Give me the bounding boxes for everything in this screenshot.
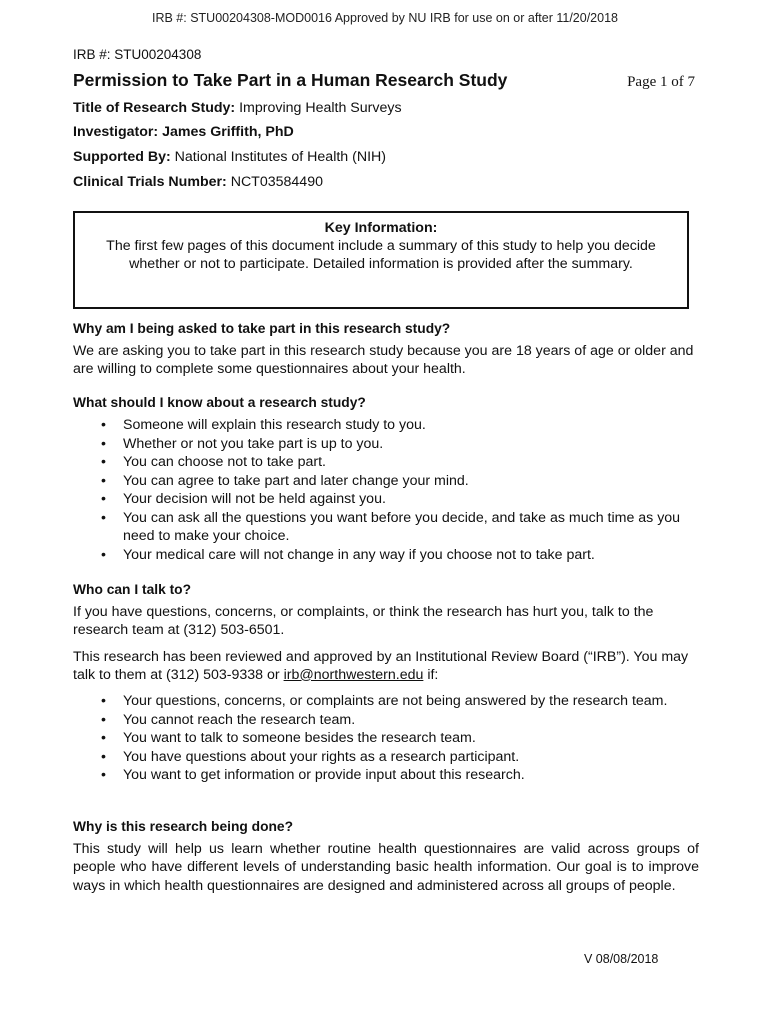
why-done-text: This study will help us learn whether routine health questionnaires are valid across groups of people who have different levels of understanding basic health information. Our goal is to improve ways in which health questionnaires are designed and administered across all groups of people. — [73, 841, 699, 894]
study-title-line — [73, 100, 402, 116]
investigator-label: Investigator: James Griffith, PhD — [73, 124, 294, 140]
list-item: • You can choose not to take part. — [73, 453, 699, 472]
supported-by-line — [73, 149, 386, 165]
who-talk-heading: Who can I talk to? — [73, 582, 192, 597]
study-title-value: Improving Health Surveys — [235, 100, 402, 116]
investigator-line — [73, 124, 294, 140]
page-number: Page 1 of 7 — [627, 74, 695, 90]
who-talk-text-2 — [73, 648, 699, 684]
key-information-text: The first few pages of this document include a summary of this study to help you decide whether or not to participate. Detailed information is provided after the summary. — [106, 238, 656, 272]
key-information-heading: Key Information: — [324, 220, 438, 236]
list-item: • Your questions, concerns, or complaints are not being answered by the research team. — [73, 692, 699, 711]
irb-contact-text: This research has been reviewed and approved by an Institutional Review Board (“IRB”). You may talk to them at (312) 503-9338 or — [73, 648, 689, 683]
what-know-list — [73, 416, 699, 564]
list-item: • You cannot reach the research team. — [73, 711, 699, 730]
who-talk-text-1: If you have questions, concerns, or complaints, or think the research has hurt you, talk to the research team at (312) 503-6501. — [73, 604, 654, 639]
page-title: Permission to Take Part in a Human Research Study — [73, 70, 508, 90]
list-item: • You want to talk to someone besides the research team. — [73, 729, 699, 748]
list-item: • Your decision will not be held against you. — [73, 490, 699, 509]
supported-by-value: National Institutes of Health (NIH) — [170, 149, 386, 165]
list-item: • You can ask all the questions you want before you decide, and take as much time as you need to make your choice. — [73, 509, 699, 546]
clinical-trials-line — [73, 174, 323, 190]
list-item: • You want to get information or provide input about this research. — [73, 766, 699, 785]
clinical-trials-value: NCT03584490 — [226, 174, 323, 190]
list-item: • Whether or not you take part is up to you. — [73, 435, 699, 454]
irb-contact-suffix: if: — [423, 666, 439, 683]
who-talk-list — [73, 692, 699, 785]
who-talk-section — [73, 581, 699, 785]
key-information-box — [73, 211, 689, 309]
why-asked-text: We are asking you to take part in this research study because you are 18 years of age or older and are willing to complete some questionnaires about your health. — [73, 343, 694, 378]
list-item: • You can agree to take part and later change your mind. — [73, 472, 699, 491]
supported-by-label: Supported By: — [73, 149, 171, 165]
study-title-label: Title of Research Study: — [73, 100, 236, 116]
why-asked-section — [73, 320, 699, 379]
list-item: • Your medical care will not change in any way if you choose not to take part. — [73, 546, 699, 565]
version-footer: V 08/08/2018 — [584, 952, 659, 966]
irb-approval-header: IRB #: STU00204308-MOD0016 Approved by NU IRB for use on or after 11/20/2018 — [151, 11, 618, 25]
why-done-section — [73, 818, 699, 895]
what-know-heading: What should I know about a research study? — [73, 395, 366, 410]
what-know-section — [73, 394, 699, 564]
why-done-heading: Why is this research being done? — [73, 819, 294, 834]
why-asked-heading: Why am I being asked to take part in this research study? — [73, 321, 451, 336]
irb-number: IRB #: STU00204308 — [73, 47, 202, 62]
irb-email-link[interactable]: irb@northwestern.edu — [283, 666, 424, 683]
clinical-trials-label: Clinical Trials Number: — [73, 174, 227, 190]
list-item: • Someone will explain this research study to you. — [73, 416, 699, 435]
list-item: • You have questions about your rights as a research participant. — [73, 748, 699, 767]
